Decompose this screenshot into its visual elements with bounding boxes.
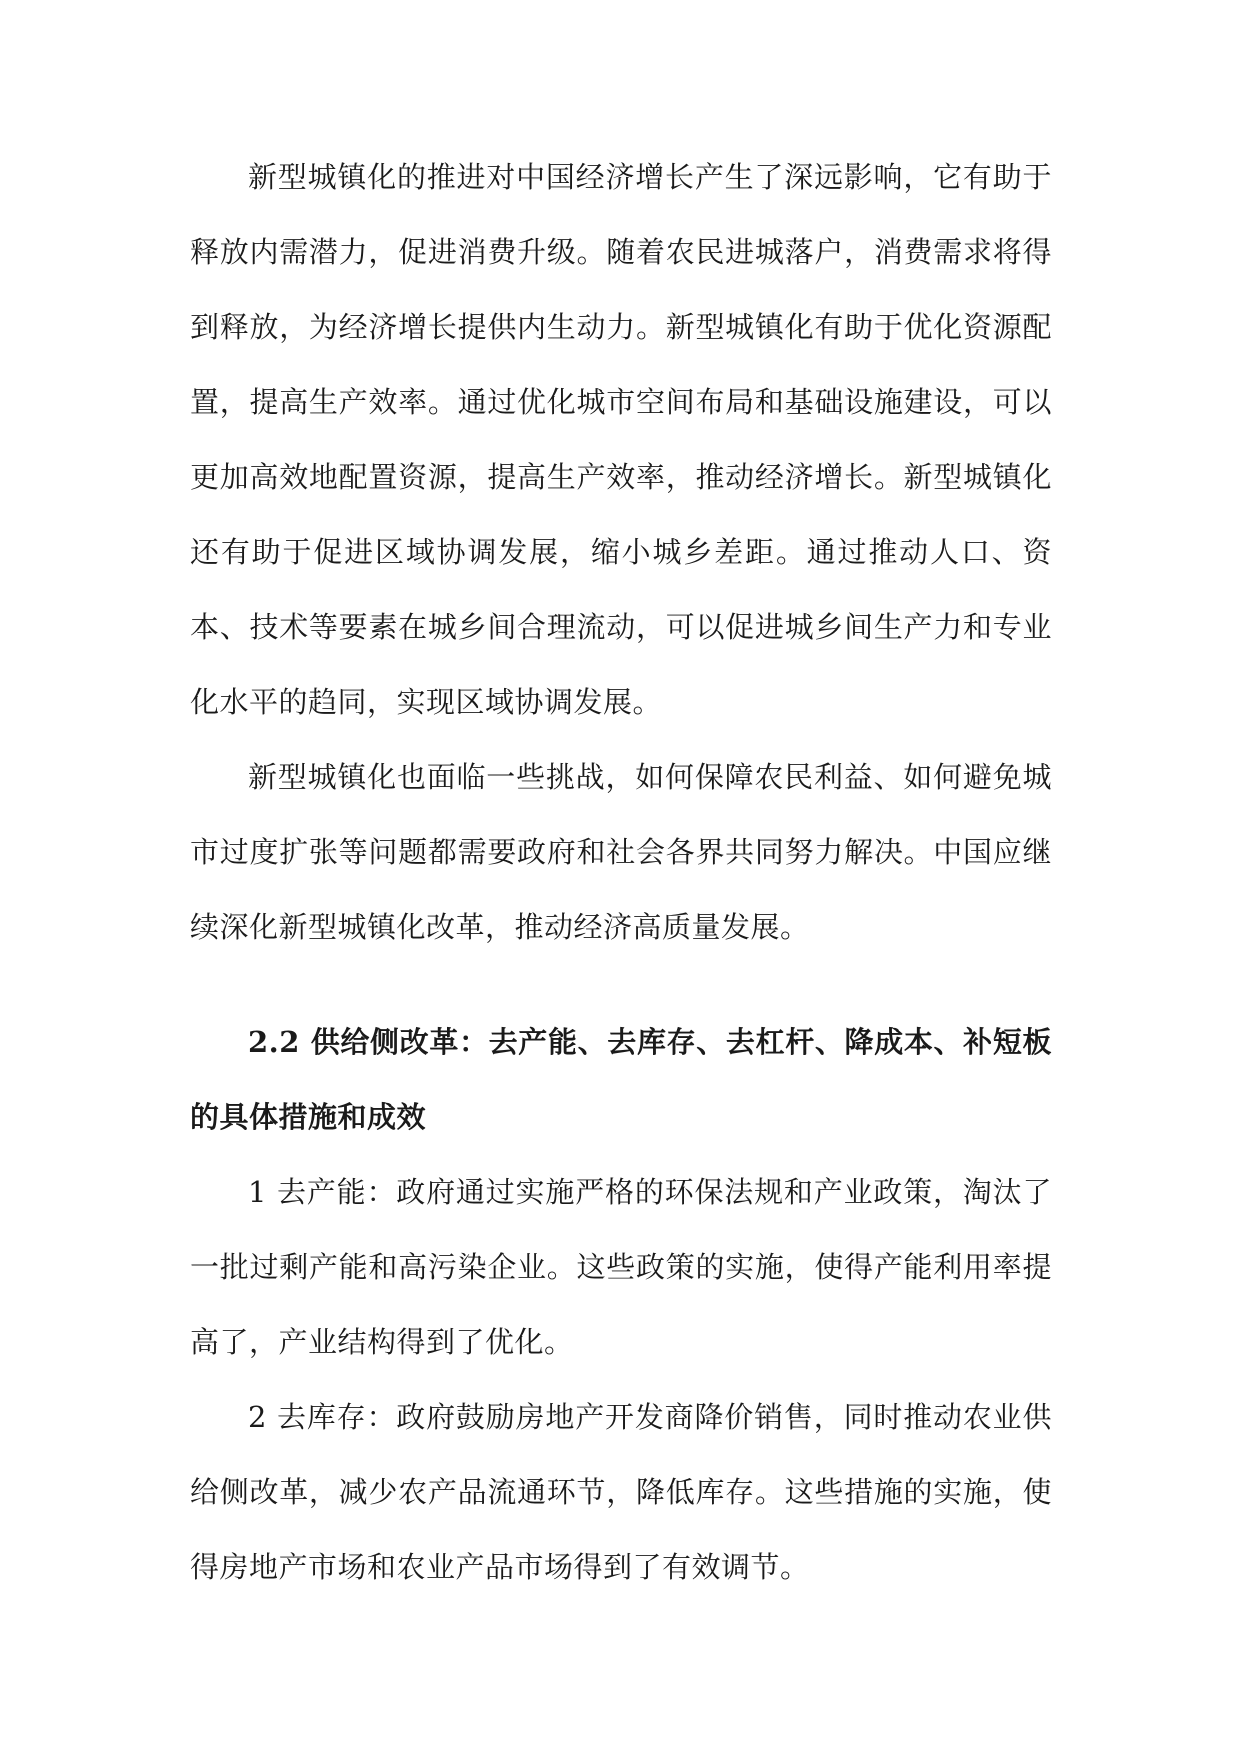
document-page (190, 140, 1052, 1605)
paragraph-urbanization-challenges: 新型城镇化也面临一些挑战，如何保障农民利益、如何避免城市过度扩张等问题都需要政府和社会各界共同努力解决。中国应继续深化新型城镇化改革，推动经济高质量发展。 (190, 760, 1052, 944)
paragraph-urbanization-impact: 新型城镇化的推进对中国经济增长产生了深远影响，它有助于释放内需潜力，促进消费升级。随着农民进城落户，消费需求将得到释放，为经济增长提供内生动力。新型城镇化有助于优化资源配置，提高生产效率。通过优化城市空间布局和基础设施建设，可以更加高效地配置资源，提高生产效率，推动经济增长。新型城镇化还有助于促进区域协调发展，缩小城乡差距。通过推动人口、资本、技术等要素在城乡间合理流动，可以促进城乡间生产力和专业化水平的趋同，实现区域协调发展。 (190, 160, 1052, 719)
section-heading-supply-side-reform: 2.2 供给侧改革：去产能、去库存、去杠杆、降成本、补短板的具体措施和成效 (190, 1025, 1052, 1134)
paragraph-reduce-capacity: 1 去产能：政府通过实施严格的环保法规和产业政策，淘汰了一批过剩产能和高污染企业。这些政策的实施，使得产能利用率提高了，产业结构得到了优化。 (190, 1175, 1052, 1359)
paragraph-reduce-inventory: 2 去库存：政府鼓励房地产开发商降价销售，同时推动农业供给侧改革，减少农产品流通环节，降低库存。这些措施的实施，使得房地产市场和农业产品市场得到了有效调节。 (190, 1400, 1052, 1584)
